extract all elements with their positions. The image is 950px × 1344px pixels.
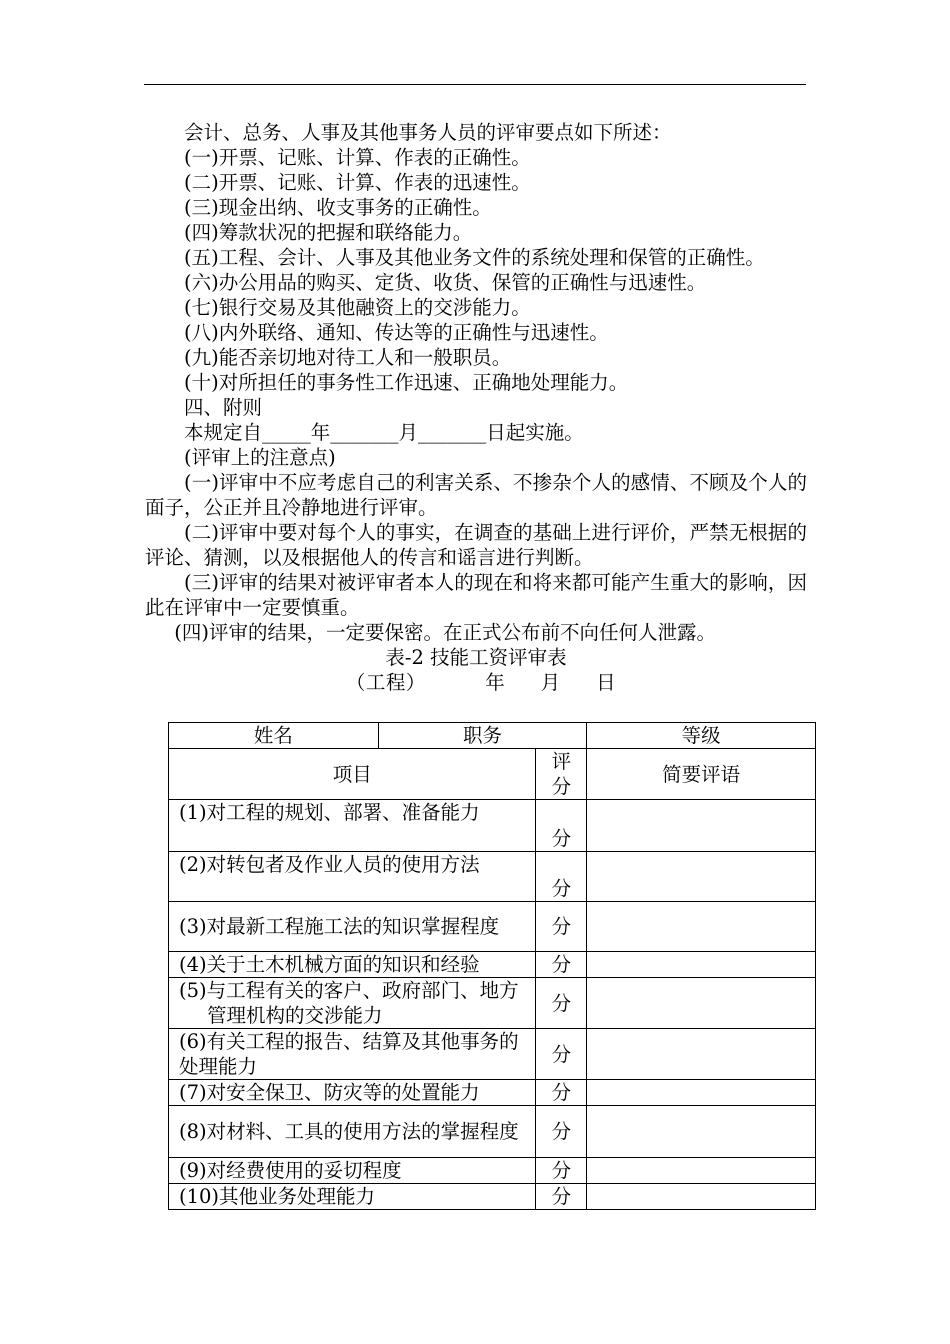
- row-comment[interactable]: [587, 952, 816, 978]
- row-comment[interactable]: [587, 800, 816, 852]
- row-item-cell: [169, 978, 536, 1029]
- row-comment[interactable]: [587, 1106, 816, 1158]
- row-score: 分: [536, 1080, 587, 1106]
- row-score: 分: [536, 1158, 587, 1184]
- paragraph-point-6: (六)办公用品的购买、定货、收货、保管的正确性与迅速性。: [184, 271, 707, 294]
- row-item: (1)对工程的规划、部署、准备能力: [169, 800, 536, 852]
- paragraph-point-7: (七)银行交易及其他融资上的交涉能力。: [184, 296, 531, 319]
- header-name: 姓名: [169, 723, 379, 749]
- row-item: (9)对经费使用的妥切程度: [169, 1158, 536, 1184]
- paragraph-note-2: (二)评审中要对每个人的事实，在调查的基础上进行评价，严禁无根据的评论、猜测，以及根据他人的传言和谣言进行判断。: [145, 521, 807, 569]
- table-row: [169, 902, 816, 952]
- table-row: [169, 800, 816, 852]
- row-item: (4)关于土木机械方面的知识和经验: [169, 952, 536, 978]
- subtitle-dept: （工程）: [345, 671, 426, 694]
- header-comment: 简要评语: [587, 749, 816, 800]
- document-body: [145, 120, 807, 695]
- row-score: 分: [536, 902, 587, 952]
- row-comment[interactable]: [587, 852, 816, 902]
- header-score: 评分: [536, 749, 587, 800]
- row-item: (3)对最新工程施工法的知识掌握程度: [169, 902, 536, 952]
- paragraph-point-1: (一)开票、记账、计算、作表的正确性。: [184, 146, 531, 169]
- row-comment[interactable]: [587, 978, 816, 1029]
- row-item: (10)其他业务处理能力: [169, 1184, 536, 1210]
- table-row: [169, 1080, 816, 1106]
- table-row: [169, 1029, 816, 1080]
- paragraph-note-3: (三)评审的结果对被评审者本人的现在和将来都可能产生重大的影响，因此在评审中一定要慎重。: [145, 571, 807, 619]
- table-row: [169, 978, 816, 1029]
- row-score: 分: [536, 1184, 587, 1210]
- header-grade: 等级: [587, 723, 816, 749]
- header-position: 职务: [378, 723, 587, 749]
- paragraph-notes-heading: (评审上的注意点): [184, 446, 336, 469]
- row-item: (2)对转包者及作业人员的使用方法: [169, 852, 536, 902]
- table-row: [169, 952, 816, 978]
- row-comment[interactable]: [587, 1029, 816, 1080]
- table-row: [169, 852, 816, 902]
- row-score: 分: [536, 800, 587, 852]
- row-item: (8)对材料、工具的使用方法的掌握程度: [169, 1106, 536, 1158]
- row-comment[interactable]: [587, 902, 816, 952]
- paragraph-point-4: (四)筹款状况的把握和联络能力。: [184, 221, 473, 244]
- paragraph-point-5: (五)工程、会计、人事及其他业务文件的系统处理和保管的正确性。: [184, 246, 765, 269]
- table-row: [169, 1184, 816, 1210]
- row-score: 分: [536, 1106, 587, 1158]
- section-heading-appendix: 四、附则: [184, 396, 263, 419]
- table-column-row: [169, 749, 816, 800]
- header-rule: [144, 84, 806, 85]
- row-comment[interactable]: [587, 1158, 816, 1184]
- table-title: 表-2 技能工资评审表: [385, 646, 567, 669]
- row-score: 分: [536, 1029, 587, 1080]
- paragraph-intro: 会计、总务、人事及其他事务人员的评审要点如下所述：: [184, 121, 672, 144]
- table-header-row: [169, 723, 816, 749]
- paragraph-point-10: (十)对所担任的事务性工作迅速、正确地处理能力。: [184, 371, 629, 394]
- paragraph-point-8: (八)内外联络、通知、传达等的正确性与迅速性。: [184, 321, 609, 344]
- paragraph-point-9: (九)能否亲切地对待工人和一般职员。: [184, 346, 512, 369]
- paragraph-effective-date: 本规定自_____年_______月_______日起实施。: [184, 421, 584, 444]
- paragraph-note-4: (四)评审的结果，一定要保密。在正式公布前不向任何人泄露。: [174, 621, 716, 644]
- subtitle-day: 日: [596, 671, 617, 694]
- skill-wage-review-table: [168, 722, 816, 1210]
- row-comment[interactable]: [587, 1080, 816, 1106]
- row-item: (6)有关工程的报告、结算及其他事务的处理能力: [169, 1029, 536, 1080]
- paragraph-note-1: (一)评审中不应考虑自己的利害关系、不掺杂个人的感情、不顾及个人的面子，公正并且冷静地进行评审。: [145, 471, 807, 519]
- row-item: (5)与工程有关的客户、政府部门、地方管理机构的交涉能力: [179, 979, 519, 1027]
- row-comment[interactable]: [587, 1184, 816, 1210]
- row-item: (7)对安全保卫、防灾等的处置能力: [169, 1080, 536, 1106]
- table-subtitle: [145, 670, 807, 695]
- subtitle-month: 月: [540, 671, 561, 694]
- table-row: [169, 1158, 816, 1184]
- header-item: 项目: [169, 749, 536, 800]
- paragraph-point-3: (三)现金出纳、收支事务的正确性。: [184, 196, 492, 219]
- paragraph-point-2: (二)开票、记账、计算、作表的迅速性。: [184, 171, 531, 194]
- row-score: 分: [536, 978, 587, 1029]
- subtitle-year: 年: [485, 671, 506, 694]
- row-score: 分: [536, 952, 587, 978]
- table-row: [169, 1106, 816, 1158]
- row-score: 分: [536, 852, 587, 902]
